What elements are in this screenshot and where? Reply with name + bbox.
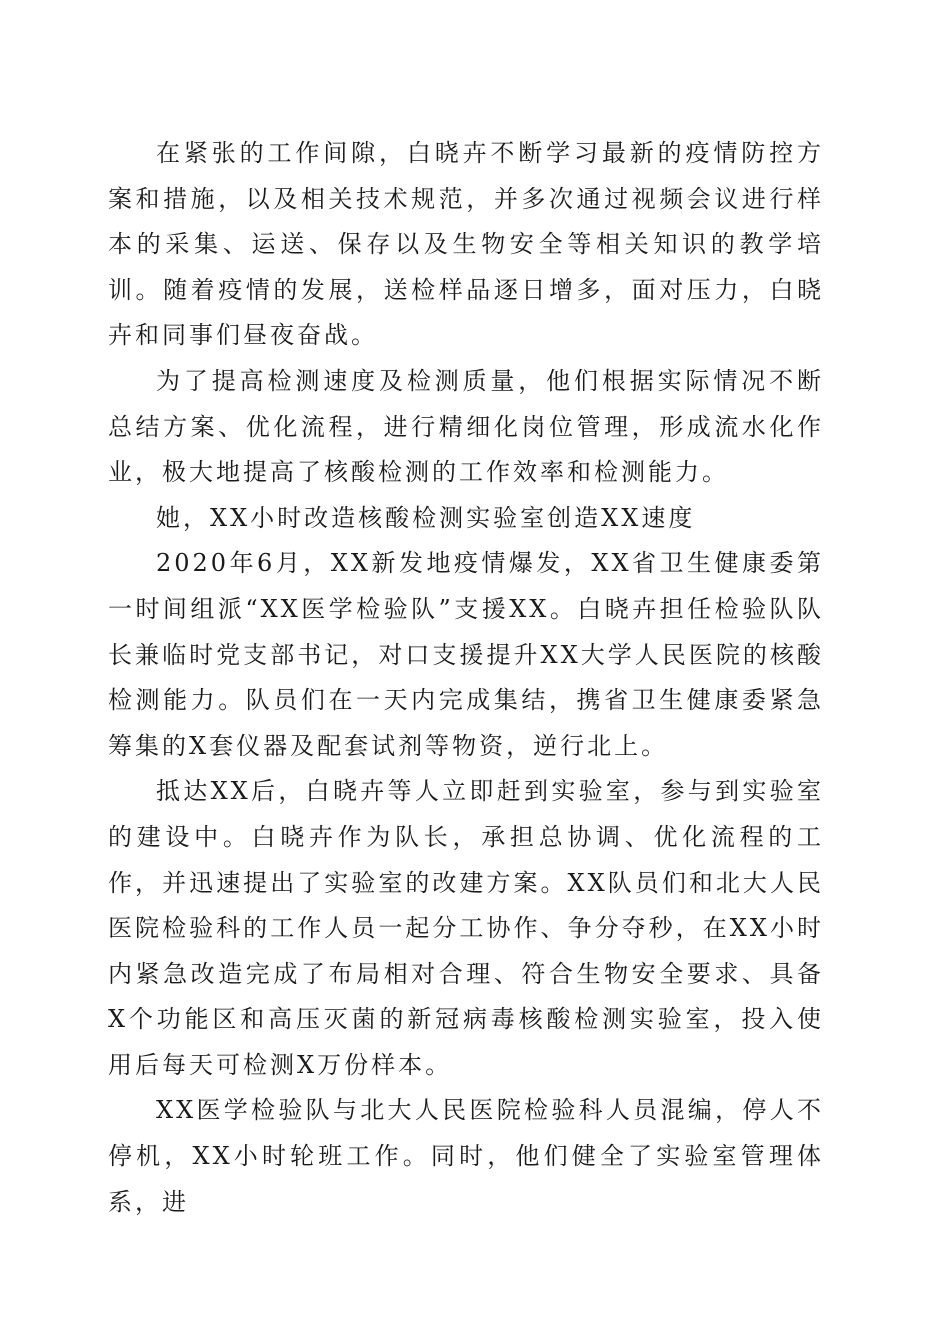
section-heading: 她，XX小时改造核酸检测实验室创造XX速度	[156, 503, 696, 532]
paragraph-detection-efficiency: 为了提高检测速度及检测质量，他们根据实际情况不断总结方案、优化流程，进行精细化岗位管理，形成流水化作业，极大地提高了核酸检测的工作效率和检测能力。	[108, 366, 824, 487]
document-body	[108, 131, 824, 1225]
paragraph-study-training: 在紧张的工作间隙，白晓卉不断学习最新的疫情防控方案和措施，以及相关技术规范，并多次通过视频会议进行样本的采集、运送、保存以及生物安全等相关知识的教学培训。随着疫情的发展，送检样品逐日增多，面对压力，白晓卉和同事们昼夜奋战。	[108, 139, 824, 350]
paragraph-lab-construction: 抵达XX后，白晓卉等人立即赶到实验室，参与到实验室的建设中。白晓卉作为队长，承担总协调、优化流程的工作，并迅速提出了实验室的改建方案。XX队员们和北大人民医院检验科的工作人员一起分工协作、争分夺秒，在XX小时内紧急改造完成了布局相对合理、符合生物安全要求、具备X个功能区和高压灭菌的新冠病毒核酸检测实验室，投入使用后每天可检测X万份样本。	[108, 777, 824, 1079]
paragraph-shift-work: XX医学检验队与北大人民医院检验科人员混编，停人不停机，XX小时轮班工作。同时，他们健全了实验室管理体系，进	[108, 1096, 824, 1216]
paragraph-support-team: 2020年6月，XX新发地疫情爆发，XX省卫生健康委第一时间组派“XX医学检验队”支援XX。白晓卉担任检验队队长兼临时党支部书记，对口支援提升XX大学人民医院的核酸检测能力。队员们在一天内完成集结，携省卫生健康委紧急筹集的X套仪器及配套试剂等物资，逆行北上。	[108, 549, 824, 760]
